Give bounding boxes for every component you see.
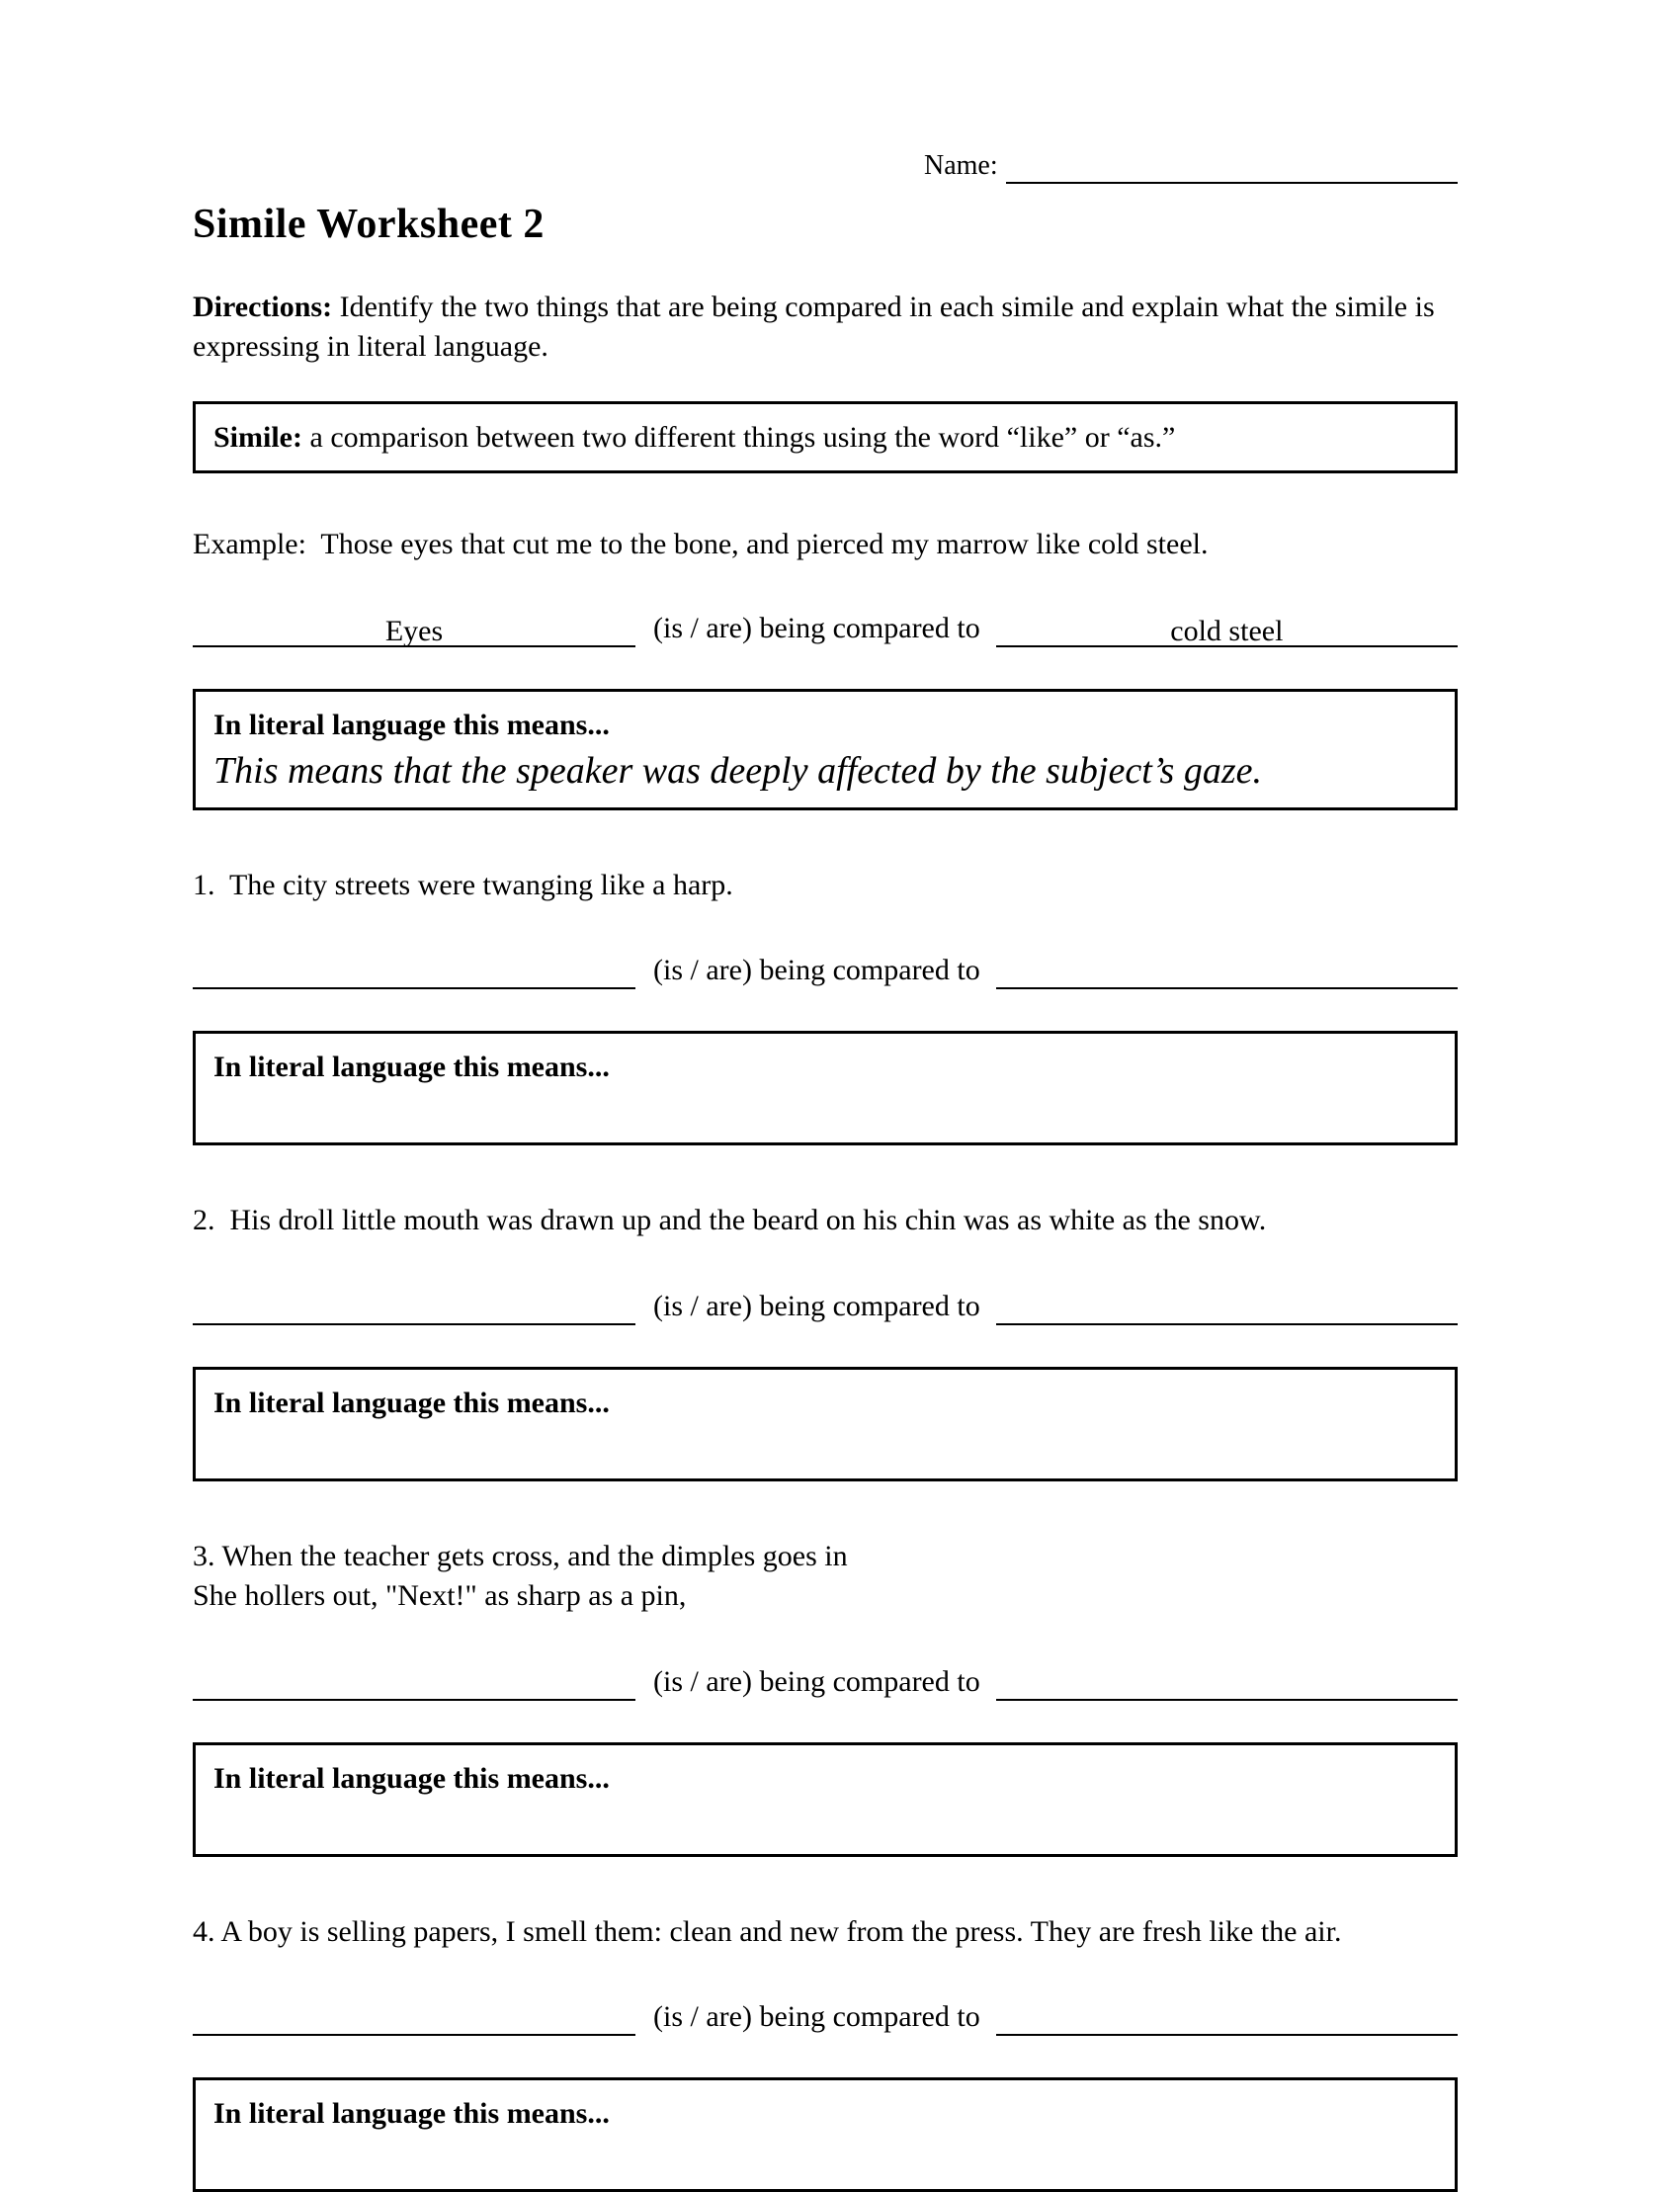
literal-box bbox=[193, 1031, 1458, 1145]
answer-blank-2 bbox=[996, 954, 1458, 989]
name-row bbox=[924, 148, 1458, 184]
question-block-1 bbox=[193, 866, 1458, 1146]
directions-label: Directions: bbox=[193, 290, 333, 323]
compare-row bbox=[193, 1287, 1458, 1325]
question-block-2 bbox=[193, 1201, 1458, 1481]
page-title: Simile Worksheet 2 bbox=[193, 202, 545, 248]
example-sentence bbox=[193, 525, 1458, 563]
name-blank-line bbox=[1006, 154, 1458, 185]
answer-blank-2 bbox=[996, 1290, 1458, 1325]
compare-middle-text: (is / are) being compared to bbox=[653, 611, 980, 644]
answer-blank-1 bbox=[193, 1290, 635, 1325]
directions-text: Identify the two things that are being compared in each simile and explain what the simile is expressing in literal language. bbox=[193, 290, 1435, 364]
answer-blank-1 bbox=[193, 2000, 635, 2036]
question-text bbox=[193, 1201, 1458, 1241]
literal-box bbox=[193, 2077, 1458, 2192]
question-line: 1. The city streets were twanging like a harp. bbox=[193, 868, 733, 901]
answer-blank-1 bbox=[193, 954, 635, 989]
compare-middle-text: (is / are) being compared to bbox=[653, 954, 980, 987]
literal-box bbox=[193, 1367, 1458, 1481]
directions bbox=[193, 288, 1458, 368]
answer-blank-1 bbox=[193, 1665, 635, 1701]
question-line: 3. When the teacher gets cross, and the dimples goes in bbox=[193, 1539, 848, 1572]
compare-row bbox=[193, 1997, 1458, 2036]
literal-box bbox=[193, 1742, 1458, 1857]
example-label: Example: bbox=[193, 527, 306, 560]
example-compare-row bbox=[193, 609, 1458, 647]
compare-row bbox=[193, 951, 1458, 989]
compare-row bbox=[193, 1662, 1458, 1701]
example-answer-blank-1 bbox=[193, 612, 635, 647]
literal-header: In literal language this means... bbox=[213, 708, 610, 741]
compare-middle-text: (is / are) being compared to bbox=[653, 2000, 980, 2034]
example-answer-2: cold steel bbox=[1170, 614, 1284, 647]
compare-middle-text: (is / are) being compared to bbox=[653, 1664, 980, 1698]
literal-header: In literal language this means... bbox=[213, 1051, 610, 1084]
question-text bbox=[193, 1912, 1458, 1953]
question-line: 4. A boy is selling papers, I smell them: clean and new from the press. They are fresh like the air. bbox=[193, 1914, 1342, 1948]
compare-middle-text: (is / are) being compared to bbox=[653, 1289, 980, 1322]
literal-header: In literal language this means... bbox=[213, 1386, 610, 1419]
simile-definition-box bbox=[193, 401, 1458, 473]
question-block-3 bbox=[193, 1537, 1458, 1857]
definition-label: Simile: bbox=[213, 420, 302, 454]
example-literal-answer: This means that the speaker was deeply affected by the subject’s gaze. bbox=[213, 749, 1262, 792]
definition-text: a comparison between two different things using the word “like” or “as.” bbox=[302, 420, 1176, 454]
question-text bbox=[193, 866, 1458, 906]
example-answer-1: Eyes bbox=[384, 614, 444, 647]
example-text: Those eyes that cut me to the bone, and pierced my marrow like cold steel. bbox=[305, 527, 1209, 560]
question-line: She hollers out, "Next!" as sharp as a pin, bbox=[193, 1579, 687, 1613]
answer-blank-2 bbox=[996, 1665, 1458, 1701]
question-text bbox=[193, 1537, 1458, 1617]
question-line: 2. His droll little mouth was drawn up and the beard on his chin was as white as the snow. bbox=[193, 1204, 1267, 1237]
example-literal-box bbox=[193, 689, 1458, 810]
question-block-4 bbox=[193, 1912, 1458, 2192]
literal-header: In literal language this means... bbox=[213, 1761, 610, 1795]
answer-blank-2 bbox=[996, 2000, 1458, 2036]
literal-header: In literal language this means... bbox=[213, 2097, 610, 2131]
name-label: Name: bbox=[924, 150, 998, 181]
example-answer-blank-2 bbox=[996, 612, 1458, 647]
